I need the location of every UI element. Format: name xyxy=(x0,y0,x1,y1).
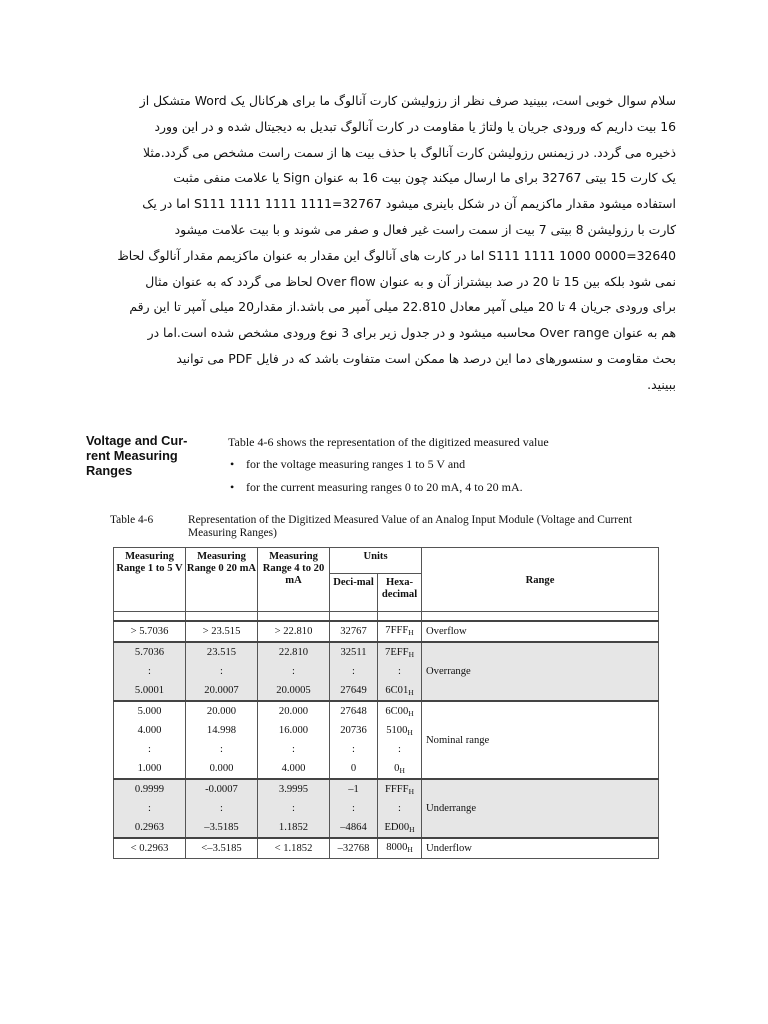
paragraph-line: ببینید. xyxy=(647,376,676,392)
cell-c2 xyxy=(186,779,258,838)
cell-hex xyxy=(378,621,422,642)
cell-value: $0_H$ xyxy=(394,763,405,775)
table-row xyxy=(114,779,659,838)
cell-c2 xyxy=(186,642,258,701)
measured-value-table xyxy=(113,547,659,859)
paragraph-line: 32640=S111 1111 1000 0000 اما در کارت های آنالوگ این مقدار به عنوان ماکزیمم مقدار آنالوگ لحاظ xyxy=(117,247,676,263)
section-heading-line: rent Measuring xyxy=(86,448,178,463)
hex-subscript: H xyxy=(407,845,413,854)
cell-value: : xyxy=(292,803,295,814)
header-range-4-20ma: Measuring Range 4 to 20 mA xyxy=(258,548,330,612)
bullet-icon: • xyxy=(230,457,235,471)
cell-c1 xyxy=(114,642,186,701)
cell-value: : xyxy=(148,744,151,755)
cell-value: 23.515 xyxy=(206,647,237,658)
header-range: Range xyxy=(422,548,659,612)
cell-c1 xyxy=(114,779,186,838)
cell-value: : xyxy=(398,803,401,814)
paragraph-line: برای ورودی جریان 4 تا 20 میلی آمپر معادل 22.810 میلی آمپر می باشد.از مقدار20 میلی آمپر تا این رقم xyxy=(129,299,676,315)
cell-dec xyxy=(330,642,378,701)
cell-value: 16.000 xyxy=(278,725,309,736)
cell-value: 20.000 xyxy=(278,706,309,717)
cell-value: –4864 xyxy=(340,822,367,833)
table-row xyxy=(114,838,659,859)
table-number: Table 4-6 xyxy=(110,514,154,526)
cell-value: : xyxy=(352,666,355,677)
table-row xyxy=(114,642,659,701)
cell-c2 xyxy=(186,701,258,779)
hex-subscript: H xyxy=(408,787,414,796)
cell-c3 xyxy=(258,642,330,701)
cell-value: : xyxy=(220,803,223,814)
cell-value: 14.998 xyxy=(206,725,237,736)
cell-value: > 5.7036 xyxy=(130,626,169,637)
cell-hex xyxy=(378,838,422,859)
cell-value: < 0.2963 xyxy=(130,843,169,854)
bullet-item xyxy=(228,456,668,479)
cell-value: 4.000 xyxy=(281,763,306,774)
bullet-icon: • xyxy=(230,480,235,494)
paragraph-line: یک کارت 15 بیتی 32767 برای ما ارسال میکند چون بیت 16 به عنوان Sign یا علامت منفی مثبت xyxy=(173,170,676,186)
cell-value: 20.000 xyxy=(206,706,237,717)
section-heading xyxy=(86,433,216,478)
cell-value: 0.2963 xyxy=(134,822,165,833)
hex-subscript: H xyxy=(408,709,414,718)
cell-value: $FFFF_H$ xyxy=(385,784,414,796)
table-caption-text: Representation of the Digitized Measured Value of an Analog Input Module (Voltage and Current Measuring Ranges) xyxy=(188,514,633,539)
bullet-text: for the voltage measuring ranges 1 to 5 V and xyxy=(246,457,466,471)
cell-c1 xyxy=(114,621,186,642)
cell-value: : xyxy=(352,803,355,814)
cell-value: 20.0007 xyxy=(204,685,239,696)
cell-value: 5.7036 xyxy=(134,647,165,658)
cell-c3 xyxy=(258,838,330,859)
cell-c2 xyxy=(186,621,258,642)
cell-value: 1.000 xyxy=(137,763,162,774)
bullet-item xyxy=(228,479,668,502)
cell-value: 1.1852 xyxy=(278,822,309,833)
cell-value: $6C01_H$ xyxy=(385,685,414,697)
cell-value: $7FFF_H$ xyxy=(385,625,414,637)
cell-value: : xyxy=(148,803,151,814)
cell-value: 5.0001 xyxy=(134,685,165,696)
paragraph-line: هم به عنوان Over range محاسبه میشود و در جدول زیر برای 3 نوع ورودی مشخص شده است.اما در xyxy=(147,325,676,341)
cell-c1 xyxy=(114,838,186,859)
paragraph-line: ذخیره می گردد. در زیمنس رزولیشن کارت آنالوگ با حذف بیت ها از سمت راست مشخص می گردد.مثلا xyxy=(142,144,676,160)
section-intro xyxy=(228,434,668,502)
cell-value: 20.0005 xyxy=(276,685,311,696)
range-label: Overflow xyxy=(422,621,659,642)
hex-subscript: H xyxy=(409,825,415,834)
cell-dec xyxy=(330,701,378,779)
cell-dec xyxy=(330,779,378,838)
cell-value: : xyxy=(292,744,295,755)
paragraph-line: کارت با رزولیشن 8 بیتی 7 بیت از سمت راست غیر فعال و صفر می شوند و با بیت علامت میشود xyxy=(174,221,676,237)
cell-dec xyxy=(330,838,378,859)
cell-value: : xyxy=(398,744,401,755)
cell-value: 27648 xyxy=(340,706,367,717)
cell-value: -0.0007 xyxy=(205,784,238,795)
cell-dec xyxy=(330,621,378,642)
cell-value: : xyxy=(292,666,295,677)
cell-value: 5.000 xyxy=(137,706,162,717)
section-heading-line: Voltage and Cur- xyxy=(86,433,188,448)
table-row xyxy=(114,701,659,779)
table-body xyxy=(114,612,659,859)
hex-subscript: H xyxy=(399,766,405,775)
cell-value: $7EFF_H$ xyxy=(385,647,414,659)
cell-value: <–3.5185 xyxy=(201,843,242,854)
cell-value: 20736 xyxy=(340,725,367,736)
hex-subscript: H xyxy=(407,728,413,737)
hex-subscript: H xyxy=(408,650,414,659)
cell-value: : xyxy=(398,666,401,677)
cell-value: 32511 xyxy=(340,647,367,658)
paragraph-line: نمی شود بلکه بین 15 تا 20 در صد بیشتراز آن و به عنوان Over flow لحاظ می گردد که به عنوان مثال xyxy=(145,273,676,289)
cell-value: > 22.810 xyxy=(274,626,313,637)
header-range-1-5v: Measuring Range 1 to 5 V xyxy=(114,548,186,612)
hex-subscript: H xyxy=(408,628,414,637)
header-decimal: Deci-mal xyxy=(330,574,378,612)
cell-value: 4.000 xyxy=(137,725,162,736)
cell-value: 0.9999 xyxy=(134,784,165,795)
range-label: Overrange xyxy=(422,642,659,701)
cell-c3 xyxy=(258,701,330,779)
hex-subscript: H xyxy=(408,688,414,697)
cell-c2 xyxy=(186,838,258,859)
persian-paragraph xyxy=(96,88,676,398)
cell-value: : xyxy=(220,744,223,755)
paragraph-line: 16 بیت داریم که ورودی جریان یا ولتاژ یا مقاومت در کارت آنالوگ تبدیل به دیجیتال شده و در این وورد xyxy=(154,118,676,134)
paragraph-line: سلام سوال خوبی است، ببینید صرف نظر از رزولیشن کارت آنالوگ ما برای هرکانال یک Word متشکل از xyxy=(139,93,676,108)
table-row xyxy=(114,621,659,642)
cell-value: $5100_H$ xyxy=(386,725,413,737)
cell-value: –1 xyxy=(348,784,359,795)
cell-value: $ED00_H$ xyxy=(384,822,415,834)
cell-value: –3.5185 xyxy=(204,822,239,833)
spacer-row xyxy=(114,612,659,622)
cell-hex xyxy=(378,779,422,838)
cell-value: 27649 xyxy=(340,685,367,696)
cell-value: : xyxy=(220,666,223,677)
header-range-0-20ma: Measuring Range 0 20 mA xyxy=(186,548,258,612)
cell-c1 xyxy=(114,701,186,779)
intro-text: Table 4-6 shows the representation of the digitized measured value xyxy=(228,435,549,449)
cell-hex xyxy=(378,642,422,701)
cell-value: 32767 xyxy=(340,626,367,637)
cell-c3 xyxy=(258,779,330,838)
cell-value: 3.9995 xyxy=(278,784,309,795)
cell-value: : xyxy=(352,744,355,755)
cell-value: 0 xyxy=(350,763,357,774)
cell-value: > 23.515 xyxy=(202,626,241,637)
cell-hex xyxy=(378,701,422,779)
paragraph-line: بحث مقاومت و سنسورهای دما این درصد ها ممکن است متفاوت باشد که در فایل PDF می توانید xyxy=(176,350,676,366)
range-label: Underflow xyxy=(422,838,659,859)
range-label: Nominal range xyxy=(422,701,659,779)
cell-value: $8000_H$ xyxy=(386,842,413,854)
paragraph-line: استفاده میشود مقدار ماکزیمم آن در شکل باینری میشود 32767=1111 1111 S111 1111 اما در یک xyxy=(142,196,676,212)
bullet-text: for the current measuring ranges 0 to 20 mA, 4 to 20 mA. xyxy=(246,480,523,494)
header-units: Units xyxy=(330,548,422,574)
header-hexadecimal: Hexa-decimal xyxy=(378,574,422,612)
cell-c3 xyxy=(258,621,330,642)
cell-value: 0.000 xyxy=(209,763,234,774)
cell-value: 22.810 xyxy=(278,647,309,658)
cell-value: $6C00_H$ xyxy=(385,706,414,718)
cell-value: < 1.1852 xyxy=(274,843,313,854)
cell-value: –32768 xyxy=(337,843,370,854)
cell-value: : xyxy=(148,666,151,677)
range-label: Underrange xyxy=(422,779,659,838)
section-heading-line: Ranges xyxy=(86,463,133,478)
